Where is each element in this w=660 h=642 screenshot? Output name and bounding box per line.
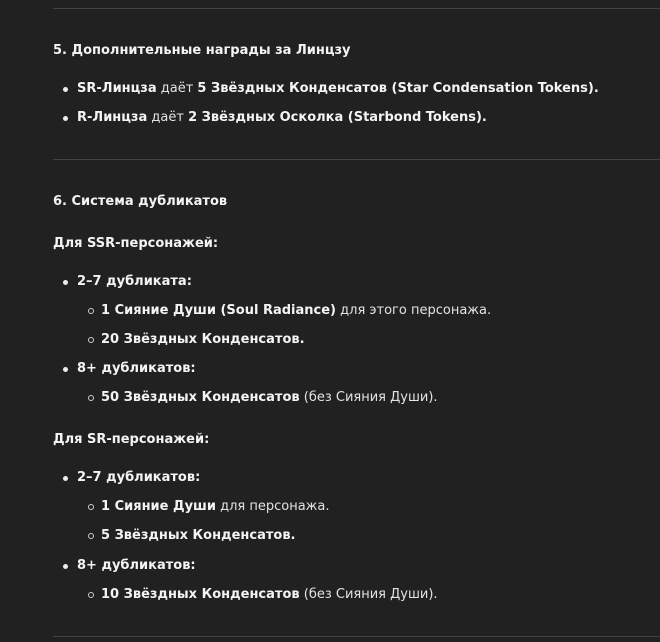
item-bold-text: 5 Звёздных Конденсатов. — [101, 528, 296, 543]
list-item: 8+ дубликатов: — [77, 558, 196, 573]
sub-list-item — [101, 389, 438, 407]
sub-list-item — [101, 586, 438, 604]
item-bold-text: 1 Сияние Души (Soul Radiance) — [101, 303, 337, 318]
divider-bottom — [53, 636, 660, 637]
item-bold-text: 1 Сияние Души — [101, 499, 216, 514]
item-text: для этого персонажа. — [336, 303, 492, 318]
bullet-dot — [63, 476, 68, 481]
divider-middle — [53, 159, 660, 160]
item-bold-text: 20 Звёздных Конденсатов. — [101, 332, 305, 347]
item-bold-text: R-Линцза — [77, 110, 148, 125]
item-bold-text: SR-Линцза — [77, 81, 157, 96]
bullet-circle — [88, 504, 94, 510]
item-text: даёт — [147, 110, 189, 125]
bullet-dot — [63, 87, 68, 92]
bullet-dot — [63, 564, 68, 569]
list-item — [77, 80, 599, 98]
item-bold-text: 5 Звёздных Конденсатов (Star Condensation Tokens). — [197, 81, 599, 96]
sr-label: Для SR-персонажей: — [53, 432, 210, 447]
item-text: (без Сияния Души). — [299, 390, 438, 405]
item-text: даёт — [156, 81, 198, 96]
item-bold-text: 50 Звёздных Конденсатов — [101, 390, 300, 405]
bullet-circle — [88, 592, 94, 598]
sub-list-item — [101, 498, 329, 516]
list-item: 2–7 дубликатов: — [77, 470, 201, 485]
list-item: 8+ дубликатов: — [77, 361, 196, 376]
section-5-heading: 5. Дополнительные награды за Линцзу — [53, 43, 351, 58]
section-6-heading: 6. Система дубликатов — [53, 194, 228, 209]
ssr-label: Для SSR-персонажей: — [53, 236, 219, 251]
item-text: (без Сияния Души). — [299, 587, 438, 602]
bullet-circle — [88, 337, 94, 343]
item-bold-text: 10 Звёздных Конденсатов — [101, 587, 300, 602]
list-item — [77, 109, 487, 127]
bullet-dot — [63, 367, 68, 372]
item-bold-text: 2 Звёздных Осколка (Starbond Tokens). — [188, 110, 487, 125]
divider-top — [53, 8, 660, 9]
sub-list-item — [101, 527, 296, 545]
bullet-circle — [88, 395, 94, 401]
bullet-circle — [88, 308, 94, 314]
list-item: 2–7 дубликата: — [77, 274, 192, 289]
item-text: для персонажа. — [215, 499, 330, 514]
bullet-dot — [63, 116, 68, 121]
bullet-dot — [63, 280, 68, 285]
bullet-circle — [88, 533, 94, 539]
sub-list-item — [101, 302, 491, 320]
sub-list-item — [101, 331, 305, 349]
